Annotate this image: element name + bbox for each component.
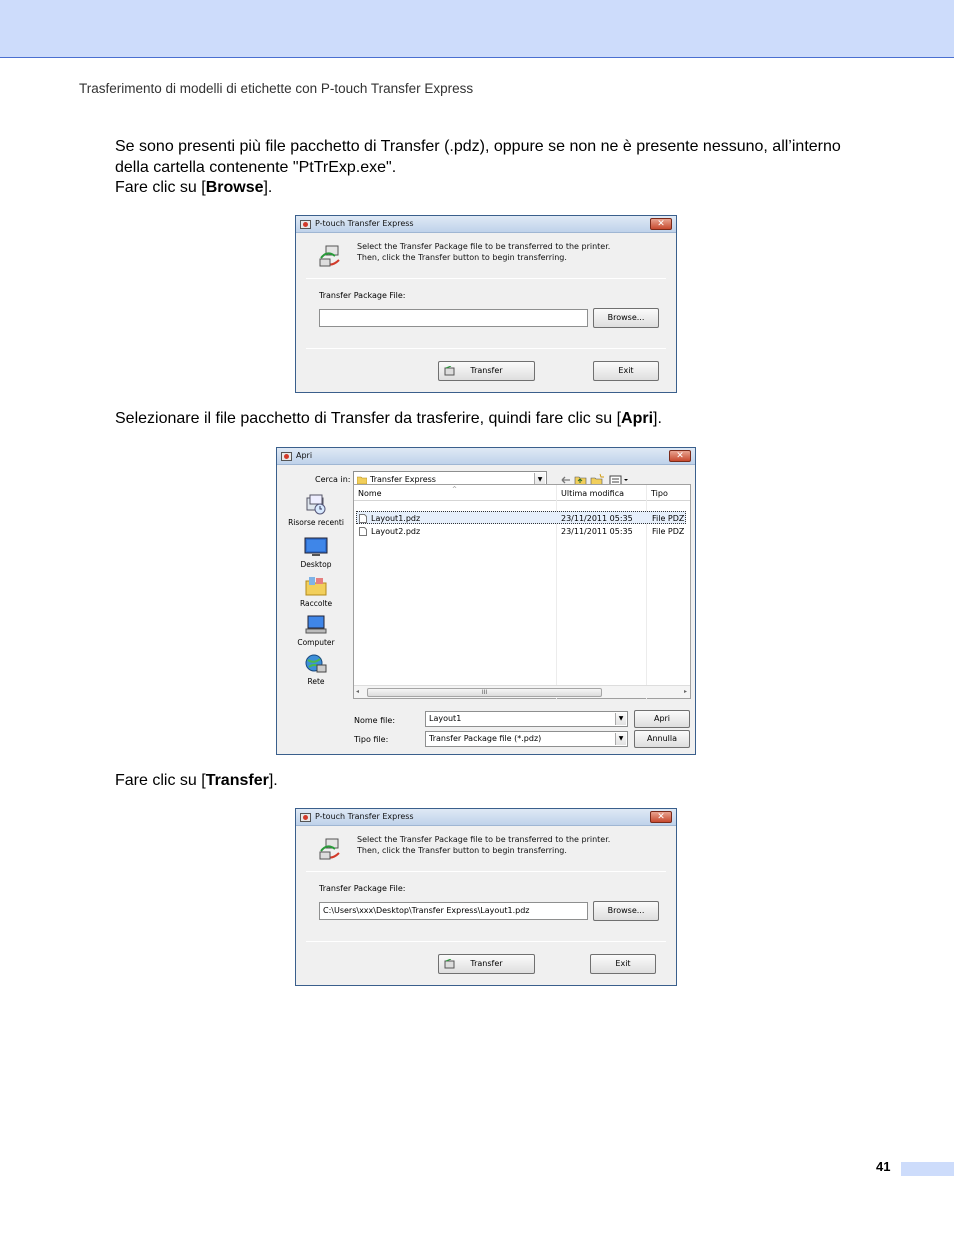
open-dialog-icon <box>281 451 292 462</box>
transfer-icon <box>444 366 456 376</box>
step1-text <box>115 137 841 199</box>
file-list-header <box>354 485 690 501</box>
scroll-left-icon[interactable]: ◂ <box>356 688 360 695</box>
step2-text: Selezionare il file pacchetto di Transfer da trasferire, quindi fare clic su [Apri]. <box>115 410 662 427</box>
scroll-thumb[interactable]: III <box>367 688 602 697</box>
column-type[interactable]: Tipo <box>651 489 668 498</box>
computer-icon <box>304 614 328 636</box>
file-path-input[interactable]: C:\Users\xxx\Desktop\Transfer Express\Layout1.pdz <box>319 902 588 920</box>
top-color-band <box>0 0 954 58</box>
dialog-title: P-touch Transfer Express <box>315 219 414 228</box>
close-button[interactable]: ✕ <box>650 811 672 823</box>
filetype-label: Tipo file: <box>354 735 389 744</box>
exit-button[interactable]: Exit <box>590 954 656 974</box>
running-header: Trasferimento di modelli di etichette con P-touch Transfer Express <box>79 81 474 96</box>
browse-button[interactable]: Browse... <box>593 901 659 921</box>
ptouch-app-icon <box>300 219 311 230</box>
instruction-text: Select the Transfer Package file to be transferred to the printer. Then, click the Transfer button to begin transferring. <box>357 835 611 855</box>
step1-line2: della cartella contenente "PtTrExp.exe". <box>115 158 397 176</box>
file-icon <box>359 527 367 536</box>
look-in-combo[interactable]: Transfer Express ▼ <box>353 471 547 489</box>
look-in-label: Cerca in: <box>315 475 351 484</box>
chevron-down-icon: ▼ <box>615 713 626 725</box>
instruction-text: Select the Transfer Package file to be transferred to the printer. Then, click the Transfer button to begin transferring. <box>357 242 611 262</box>
file-label: Transfer Package File: <box>319 884 406 893</box>
desktop-icon <box>304 536 328 558</box>
separator <box>306 871 666 872</box>
separator <box>306 941 666 942</box>
ptouch-transfer-dialog-filled <box>295 808 677 986</box>
exit-button[interactable]: Exit <box>593 361 659 381</box>
browse-button[interactable]: Browse... <box>593 308 659 328</box>
close-button[interactable]: ✕ <box>650 218 672 230</box>
libraries-icon <box>304 575 328 597</box>
step1-line1: Se sono presenti più file pacchetto di Transfer (.pdz), oppure se non ne è presente nessuno, all’interno <box>115 138 841 155</box>
dialog-title: P-touch Transfer Express <box>315 812 414 821</box>
file-list[interactable] <box>353 484 691 699</box>
place-recent[interactable]: Risorse recenti <box>279 494 353 527</box>
transfer-button[interactable]: Transfer <box>438 954 535 974</box>
place-desktop[interactable]: Desktop <box>279 536 353 569</box>
scroll-right-icon[interactable]: ▸ <box>683 688 687 695</box>
apri-keyword: Apri <box>621 410 654 427</box>
back-arrow-icon <box>562 477 570 483</box>
column-modified[interactable]: Ultima modifica <box>561 489 625 498</box>
file-path-input[interactable] <box>319 309 588 327</box>
open-button[interactable]: Apri <box>634 710 690 728</box>
horizontal-scrollbar[interactable] <box>354 685 690 698</box>
chevron-down-icon: ▼ <box>534 473 545 487</box>
transfer-icon <box>444 959 456 969</box>
dialog-title: Apri <box>296 451 313 460</box>
open-file-dialog <box>276 447 696 755</box>
place-libraries[interactable]: Raccolte <box>279 575 353 608</box>
file-row-selected[interactable]: Layout1.pdz 23/11/2011 05:35 File PDZ <box>356 511 686 524</box>
transfer-logo-icon <box>317 837 345 861</box>
file-row[interactable]: Layout2.pdz 23/11/2011 05:35 File PDZ <box>356 525 686 538</box>
place-network[interactable]: Rete <box>279 653 353 686</box>
ptouch-transfer-dialog-empty <box>295 215 677 393</box>
page-number: 41 <box>876 1159 891 1174</box>
separator <box>306 278 666 279</box>
filename-label: Nome file: <box>354 716 396 725</box>
file-icon <box>359 514 367 523</box>
cancel-button[interactable]: Annulla <box>634 730 690 748</box>
network-globe-icon <box>304 653 328 675</box>
recent-places-icon <box>304 494 328 516</box>
browse-keyword: Browse <box>205 179 264 196</box>
chevron-down-icon: ▼ <box>615 733 626 745</box>
ptouch-app-icon <box>300 812 311 823</box>
separator <box>306 348 666 349</box>
column-name[interactable]: Nome <box>358 489 382 498</box>
dialog-titlebar[interactable] <box>277 448 695 465</box>
transfer-logo-icon <box>317 244 345 268</box>
transfer-keyword: Transfer <box>205 772 269 789</box>
page-tab-marker <box>901 1162 954 1176</box>
close-button[interactable]: ✕ <box>669 450 691 462</box>
step1-line3: Fare clic su [Browse]. <box>115 179 273 196</box>
filename-input[interactable]: Layout1 ▼ <box>425 711 628 727</box>
place-computer[interactable]: Computer <box>279 614 353 647</box>
transfer-button[interactable]: Transfer <box>438 361 535 381</box>
dialog-titlebar[interactable] <box>296 809 676 826</box>
filetype-select[interactable]: Transfer Package file (*.pdz) ▼ <box>425 731 628 747</box>
sort-caret-icon: ^ <box>452 486 458 493</box>
file-label: Transfer Package File: <box>319 291 406 300</box>
dialog-titlebar[interactable] <box>296 216 676 233</box>
step3-text: Fare clic su [Transfer]. <box>115 772 278 789</box>
